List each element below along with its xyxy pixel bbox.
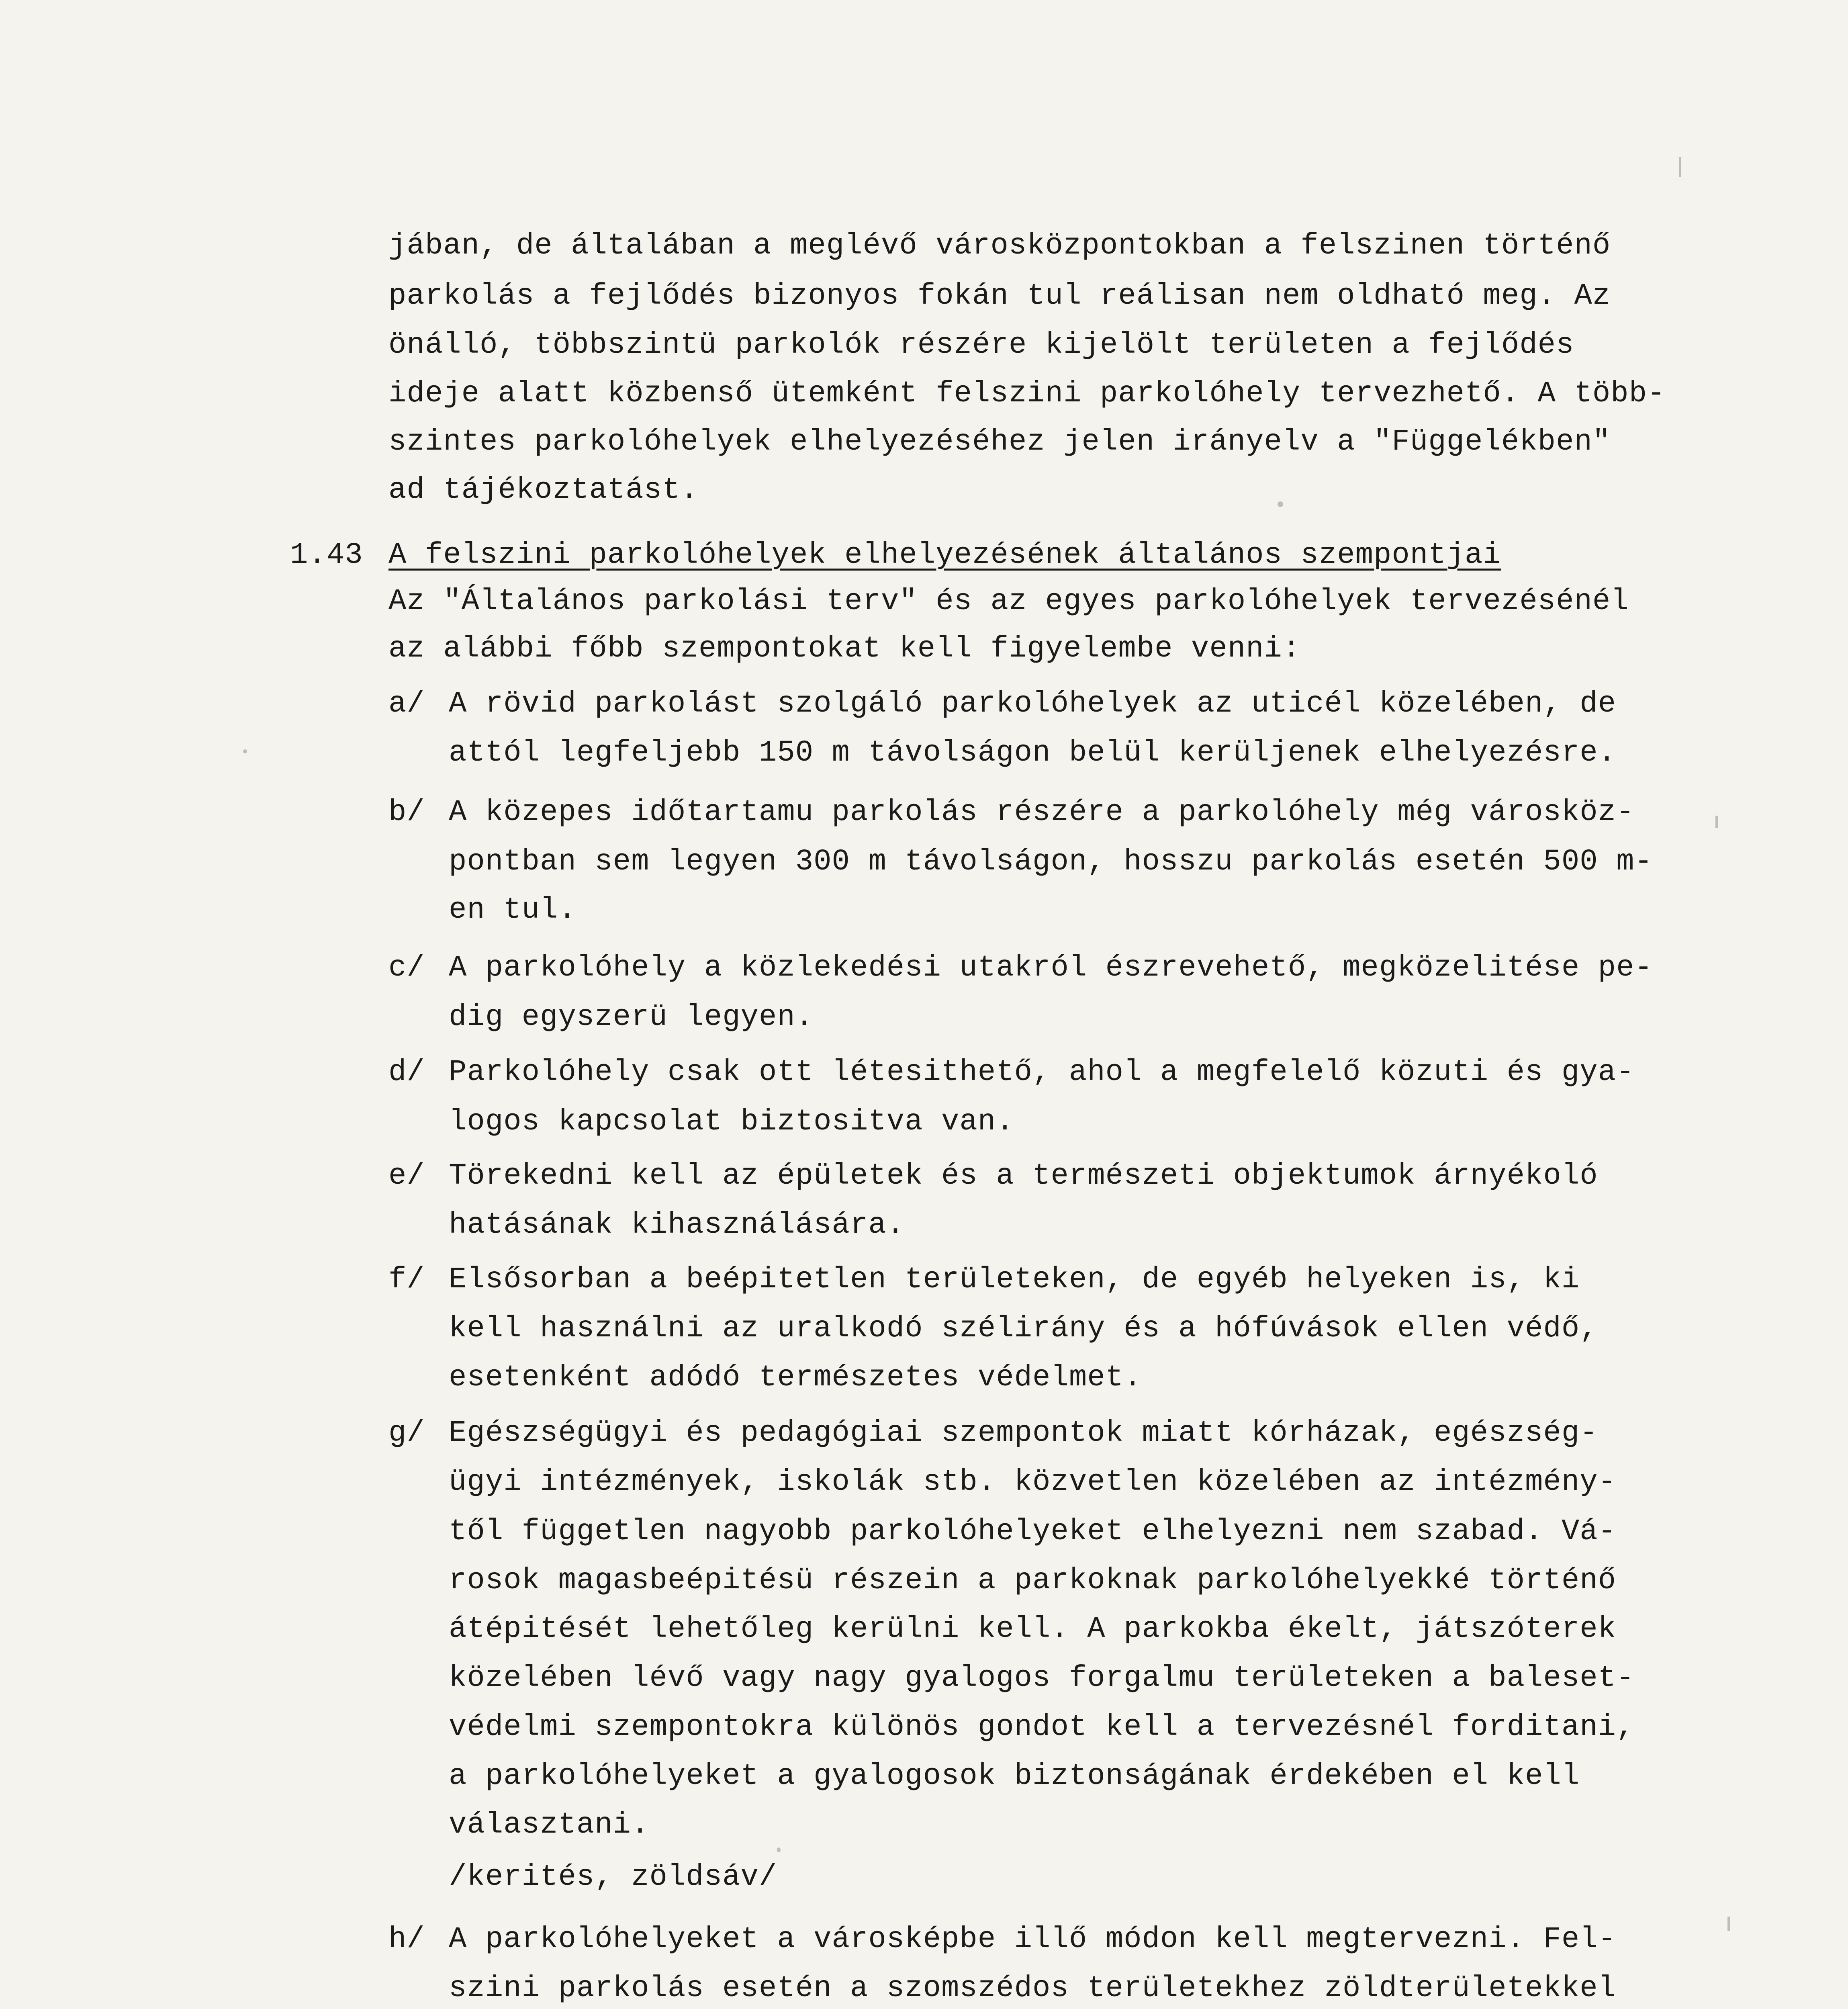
item-e-label: e/	[388, 1159, 425, 1193]
item-d-line-1: Parkolóhely csak ott létesithető, ahol a megfelelő közuti és gya-	[449, 1056, 1635, 1089]
item-e-line-2: hatásának kihasználására.	[449, 1208, 905, 1242]
item-h-line-2: szini parkolás esetén a szomszédos területekhez zöldterületekkel	[449, 1972, 1617, 2005]
section-143-number: 1.43	[290, 538, 363, 572]
item-a-line-2: attól legfeljebb 150 m távolságon belül kerüljenek elhelyezésre.	[449, 736, 1617, 770]
intro-line-2: parkolás a fejlődés bizonyos fokán tul reálisan nem oldható meg. Az	[388, 279, 1611, 313]
item-g-line-9: választani.	[449, 1808, 650, 1842]
item-g-line-3: től független nagyobb parkolóhelyeket elhelyezni nem szabad. Vá-	[449, 1515, 1617, 1549]
item-d-label: d/	[388, 1056, 425, 1089]
item-c-line-2: dig egyszerü legyen.	[449, 1000, 814, 1034]
item-b-line-3: en tul.	[449, 893, 576, 927]
item-g-line-8: a parkolóhelyeket a gyalogosok biztonságának érdekében el kell	[449, 1759, 1580, 1793]
item-a-label: a/	[388, 687, 425, 721]
item-e-line-1: Törekedni kell az épületek és a természeti objektumok árnyékoló	[449, 1159, 1598, 1193]
section-143-intro-2: az alábbi főbb szempontokat kell figyelembe venni:	[388, 632, 1301, 666]
item-c-line-1: A parkolóhely a közlekedési utakról észrevehető, megközelitése pe-	[449, 951, 1653, 985]
item-g-line-5: átépitését lehetőleg kerülni kell. A parkokba ékelt, játszóterek	[449, 1612, 1617, 1646]
intro-line-6: ad tájékoztatást.	[388, 473, 699, 507]
scan-speck	[1727, 1917, 1730, 1931]
item-d-line-2: logos kapcsolat biztositva van.	[449, 1105, 1014, 1139]
item-f-line-1: Elsősorban a beépitetlen területeken, de egyéb helyeken is, ki	[449, 1263, 1580, 1297]
item-h-label: h/	[388, 1923, 425, 1956]
item-g-line-6: közelében lévő vagy nagy gyalogos forgalmu területeken a baleset-	[449, 1661, 1635, 1695]
item-f-line-3: esetenként adódó természetes védelmet.	[449, 1361, 1142, 1395]
scan-speck	[1679, 157, 1681, 177]
item-g-label: g/	[388, 1416, 425, 1450]
intro-line-5: szintes parkolóhelyek elhelyezéséhez jelen irányelv a "Függelékben"	[388, 425, 1611, 459]
section-143-title: A felszini parkolóhelyek elhelyezésének általános szempontjai	[388, 538, 1501, 572]
scan-speck	[243, 749, 247, 753]
item-g-line-2: ügyi intézmények, iskolák stb. közvetlen közelében az intézmény-	[449, 1465, 1617, 1499]
item-f-line-2: kell használni az uralkodó szélirány és a hófúvások ellen védő,	[449, 1312, 1598, 1346]
intro-line-3: önálló, többszintü parkolók részére kijelölt területen a fejlődés	[388, 328, 1574, 362]
scan-speck	[1278, 501, 1283, 507]
item-b-line-2: pontban sem legyen 300 m távolságon, hosszu parkolás esetén 500 m-	[449, 845, 1653, 879]
item-f-label: f/	[388, 1263, 425, 1297]
scan-speck	[777, 1847, 781, 1852]
scan-speck	[1715, 816, 1718, 828]
section-143-intro-1: Az "Általános parkolási terv" és az egyes parkolóhelyek tervezésénél	[388, 585, 1629, 618]
item-g-line-7: védelmi szempontokra különös gondot kell a tervezésnél forditani,	[449, 1710, 1635, 1744]
item-b-line-1: A közepes időtartamu parkolás részére a parkolóhely még városköz-	[449, 796, 1635, 829]
item-g-line-11: /kerités, zöldsáv/	[449, 1860, 777, 1894]
intro-line-4: ideje alatt közbenső ütemként felszini parkolóhely tervezhető. A több-	[388, 377, 1666, 411]
item-a-line-1: A rövid parkolást szolgáló parkolóhelyek az uticél közelében, de	[449, 687, 1617, 721]
item-g-line-4: rosok magasbeépitésü részein a parkoknak parkolóhelyekké történő	[449, 1564, 1617, 1598]
item-h-line-1: A parkolóhelyeket a városképbe illő módon kell megtervezni. Fel-	[449, 1923, 1617, 1956]
intro-line-1: jában, de általában a meglévő városközpontokban a felszinen történő	[388, 229, 1611, 263]
item-b-label: b/	[388, 796, 425, 829]
item-g-line-1: Egészségügyi és pedagógiai szempontok miatt kórházak, egészség-	[449, 1416, 1598, 1450]
item-c-label: c/	[388, 951, 425, 985]
